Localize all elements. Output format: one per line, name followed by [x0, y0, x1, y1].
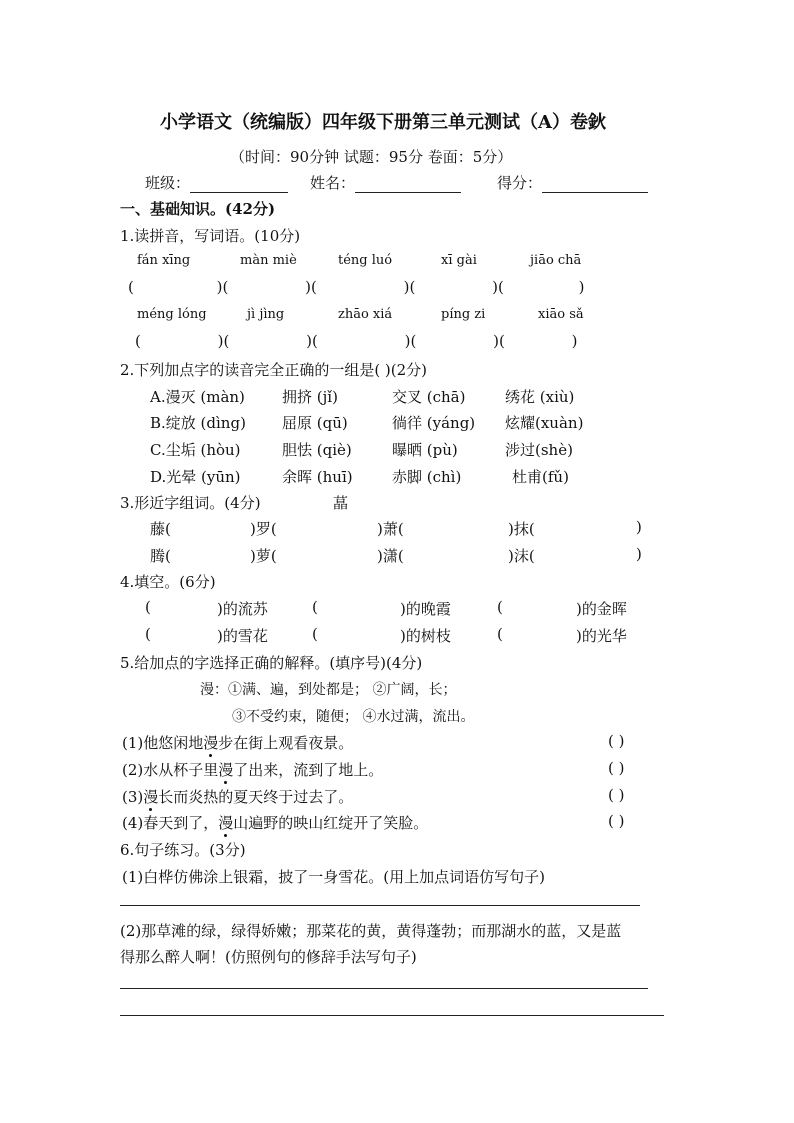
q6-answer-line-3[interactable] — [120, 1015, 664, 1016]
dotted-char: 漫 — [218, 761, 234, 779]
q2-option-d-1: D.光晕 (yūn) — [150, 468, 241, 486]
q2-option-c-4: 涉过(shè) — [505, 441, 573, 459]
q3-row1-word4[interactable]: )抹( — [508, 520, 535, 538]
q6-title: 6.句子练习。(3分) — [120, 841, 246, 859]
q4-r2-open2[interactable]: ( — [312, 625, 318, 643]
q2-option-b-4: 炫耀(xuàn) — [505, 414, 584, 432]
q2-option-d-2: 余晖 (huī) — [282, 468, 353, 486]
q1-row2-parens[interactable]: ( )( )( )( )( ) — [135, 332, 578, 350]
q4-r1-text3: )的金晖 — [576, 600, 627, 618]
q4-r2-text2: )的树枝 — [400, 627, 451, 645]
name-blank[interactable] — [355, 178, 461, 193]
q1-row1-parens[interactable]: ( )( )( )( )( ) — [128, 278, 585, 296]
q2-option-b-1: B.绽放 (dìng) — [150, 414, 246, 432]
q4-r2-text3: )的光华 — [576, 627, 627, 645]
score-blank[interactable] — [542, 178, 648, 193]
pinyin-8: zhāo xiá — [338, 307, 393, 322]
class-label: 班级： — [145, 174, 191, 192]
pinyin-3: téng luó — [338, 253, 393, 268]
q2-option-c-1: C.尘垢 (hòu) — [150, 441, 241, 459]
q3-row2-word4[interactable]: )沫( — [508, 547, 535, 565]
name-label: 姓名： — [310, 174, 356, 192]
q4-r1-text2: )的晚霞 — [400, 600, 451, 618]
q4-title: 4.填空。(6分) — [120, 573, 216, 591]
pinyin-2: màn miè — [240, 253, 297, 268]
q6-answer-line-2[interactable] — [120, 988, 648, 989]
pinyin-9: píng zi — [441, 307, 486, 322]
q2-option-b-2: 屈原 (qū) — [282, 414, 348, 432]
q5-item-2: (2)水从杯子里漫了出来，流到了地上。 — [122, 761, 384, 779]
name-field — [310, 172, 461, 193]
score-label: 得分： — [497, 174, 543, 192]
q5-item-4: (4)春天到了，漫山遍野的映山红绽开了笑脸。 — [122, 814, 429, 832]
pinyin-10: xiāo sǎ — [538, 307, 584, 322]
pinyin-6: méng lóng — [137, 307, 207, 322]
q2-option-b-3: 徜徉 (yáng) — [392, 414, 476, 432]
q4-r1-open2[interactable]: ( — [312, 598, 318, 616]
dotted-char: 漫 — [143, 788, 159, 806]
section-1-heading: 一、基础知识。(42分) — [120, 200, 276, 218]
q5-answer-3[interactable]: ( ) — [608, 786, 625, 804]
page-title: 小学语文（统编版）四年级下册第三单元测试（A）卷鈥 — [160, 112, 606, 133]
q6-item-2-line2: 得那么醉人啊！(仿照例句的修辞手法写句子) — [120, 948, 417, 966]
pinyin-5: jiāo chā — [530, 253, 582, 268]
q5-definitions-2: ③不受约束，随便； ④水过满，流出。 — [232, 709, 475, 725]
score-field — [497, 172, 648, 193]
q3-row1-word1[interactable]: 藤( — [150, 520, 171, 538]
q2-option-c-2: 胆怯 (qiè) — [282, 441, 352, 459]
q4-r1-open1[interactable]: ( — [145, 598, 151, 616]
q5-definitions-1: 漫：①满、遍，到处都是； ②广阔，长； — [200, 682, 457, 698]
dotted-char: 漫 — [218, 814, 234, 832]
q5-answer-4[interactable]: ( ) — [608, 812, 625, 830]
q5-answer-2[interactable]: ( ) — [608, 759, 625, 777]
q4-r2-open1[interactable]: ( — [145, 625, 151, 643]
q4-r2-open3[interactable]: ( — [497, 625, 503, 643]
q3-row2-word1[interactable]: 腾( — [150, 547, 171, 565]
q3-row1-word2[interactable]: )罗( — [250, 520, 277, 538]
q2-option-c-3: 曝晒 (pù) — [392, 441, 458, 459]
exam-meta: （时间：90分钟 试题：95分 卷面：5分） — [230, 148, 513, 166]
pinyin-4: xī gài — [441, 253, 477, 268]
q2-option-a-4: 绣花 (xiù) — [505, 388, 575, 406]
q1-title: 1.读拼音，写词语。(10分) — [120, 227, 301, 245]
q5-item-1: (1)他悠闲地漫步在街上观看夜景。 — [122, 734, 354, 752]
q5-title: 5.给加点的字选择正确的解释。(填序号)(4分) — [120, 654, 423, 672]
q2-option-d-3: 赤脚 (chì) — [392, 468, 462, 486]
q5-answer-1[interactable]: ( ) — [608, 732, 625, 750]
q5-item-3: (3)漫长而炎热的夏天终于过去了。 — [122, 788, 354, 806]
q4-r1-open3[interactable]: ( — [497, 598, 503, 616]
q2-option-a-1: A.漫灭 (màn) — [150, 388, 245, 406]
q6-item-1: (1)白桦仿佛涂上银霜，披了一身雪花。(用上加点词语仿写句子) — [122, 868, 545, 886]
dotted-char: 漫 — [203, 734, 219, 752]
q2-option-d-4: 杜甫(fǔ) — [512, 468, 569, 486]
pinyin-1: fán xīng — [137, 253, 191, 268]
q3-row1-word3[interactable]: )萧( — [377, 520, 404, 538]
q3-title: 3.形近字组词。(4分) — [120, 494, 261, 512]
pinyin-7: jì jìng — [247, 307, 285, 322]
q6-answer-line-1[interactable] — [120, 905, 640, 906]
q2-title: 2.下列加点字的读音完全正确的一组是( )(2分) — [120, 361, 428, 379]
q2-option-a-3: 交叉 (chā) — [392, 388, 466, 406]
q3-row2-end[interactable]: ) — [636, 545, 642, 563]
q3-extra-char: 蕌 — [333, 494, 349, 512]
q4-r1-text1: )的流苏 — [217, 600, 268, 618]
q4-r2-text1: )的雪花 — [217, 627, 268, 645]
q3-row2-word2[interactable]: )萝( — [250, 547, 277, 565]
q2-option-a-2: 拥挤 (jǐ) — [282, 388, 338, 406]
class-field — [145, 172, 288, 193]
q3-row2-word3[interactable]: )潇( — [377, 547, 404, 565]
q3-row1-end[interactable]: ) — [636, 518, 642, 536]
class-blank[interactable] — [190, 178, 288, 193]
q6-item-2-line1: (2)那草滩的绿，绿得娇嫩；那菜花的黄，黄得蓬勃；而那湖水的蓝，又是蓝 — [120, 922, 622, 940]
